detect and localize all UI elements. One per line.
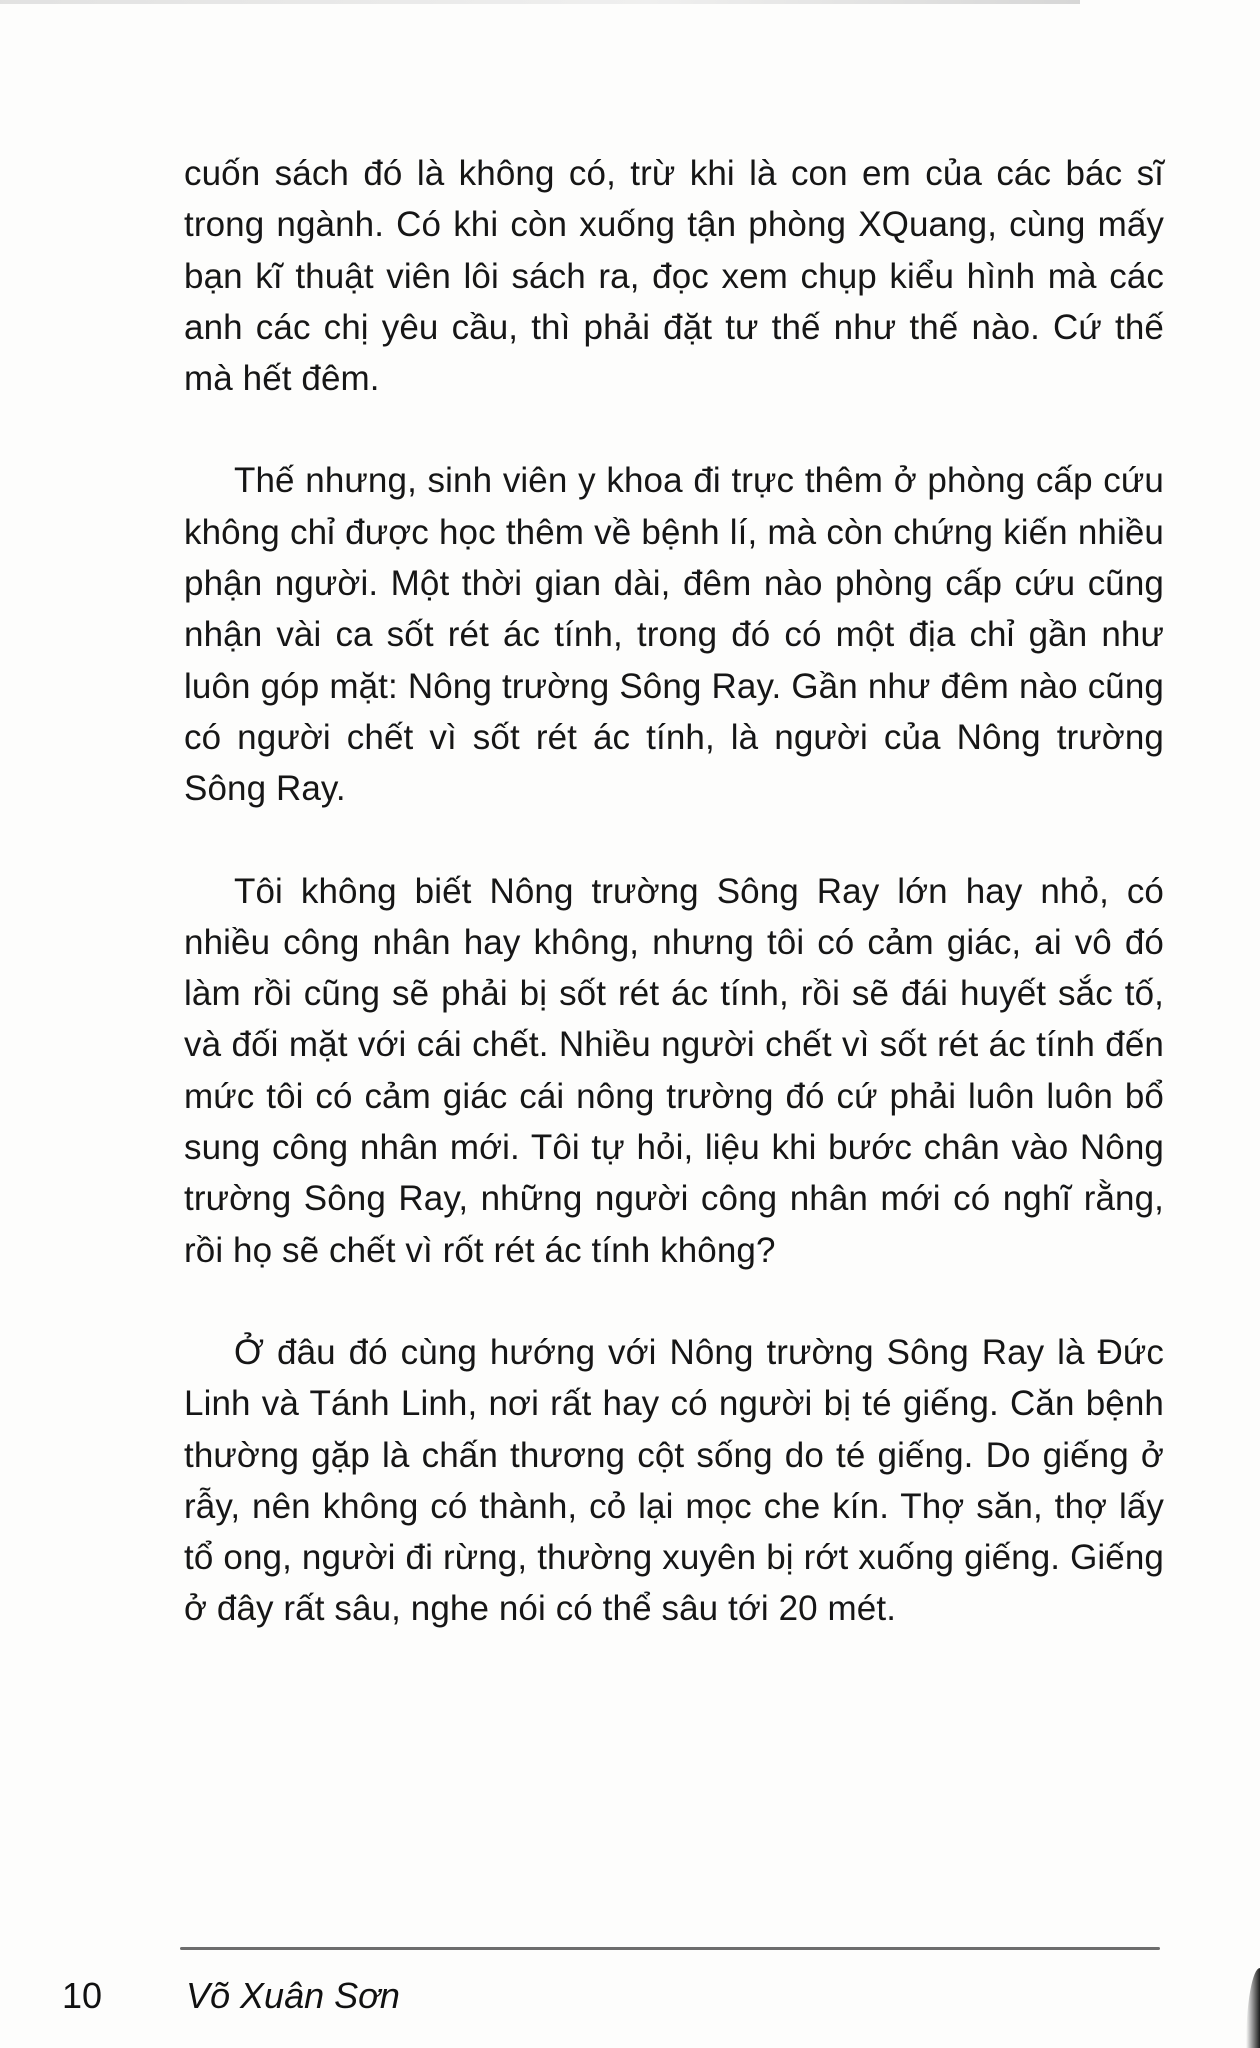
paragraph: Thế nhưng, sinh viên y khoa đi trực thêm ở phòng cấp cứu không chỉ được học thêm về bệnh lí, mà còn chứng kiến nhiều phận người. Một thời gian dài, đêm nào phòng cấp cứu cũng nhận vài ca sốt rét ác tính, trong đó có một địa chỉ gần như luôn góp mặt: Nông trường Sông Ray. Gần như đêm nào cũng có người chết vì sốt rét ác tính, là người của Nông trường Sông Ray. (184, 461, 1164, 809)
running-footer-author: Võ Xuân Sơn (186, 1975, 400, 2016)
body-text (184, 148, 1164, 1635)
paragraph: Tôi không biết Nông trường Sông Ray lớn hay nhỏ, có nhiều công nhân hay không, nhưng tôi có cảm giác, ai vô đó làm rồi cũng sẽ phải bị sốt rét ác tính, rồi sẽ đái huyết sắc tố, và đối mặt với cái chết. Nhiều người chết vì sốt rét ác tính đến mức tôi có cảm giác cái nông trường đó cứ phải luôn luôn bổ sung công nhân mới. Tôi tự hỏi, liệu khi bước chân vào Nông trường Sông Ray, những người công nhân mới có nghĩ rằng, rồi họ sẽ chết vì rốt rét ác tính không? (184, 871, 1164, 1270)
footer-divider (180, 1947, 1160, 1950)
page-number: 10 (62, 1975, 103, 2016)
page-curl-shadow (1246, 1968, 1260, 2048)
paragraph-continuation: cuốn sách đó là không có, trừ khi là con em của các bác sĩ trong ngành. Có khi còn xuống tận phòng XQuang, cùng mấy bạn kĩ thuật viên lôi sách ra, đọc xem chụp kiểu hình mà các anh các chị yêu cầu, thì phải đặt tư thế như thế nào. Cứ thế mà hết đêm. (184, 154, 1164, 399)
paragraph: Ở đâu đó cùng hướng với Nông trường Sông Ray là Đức Linh và Tánh Linh, nơi rất hay có người bị té giếng. Căn bệnh thường gặp là chấn thương cột sống do té giếng. Do giếng ở rẫy, nên không có thành, cỏ lại mọc che kín. Thợ săn, thợ lấy tổ ong, người đi rừng, thường xuyên bị rớt xuống giếng. Giếng ở đây rất sâu, nghe nói có thể sâu tới 20 mét. (184, 1332, 1164, 1629)
scan-top-edge (0, 0, 1080, 4)
